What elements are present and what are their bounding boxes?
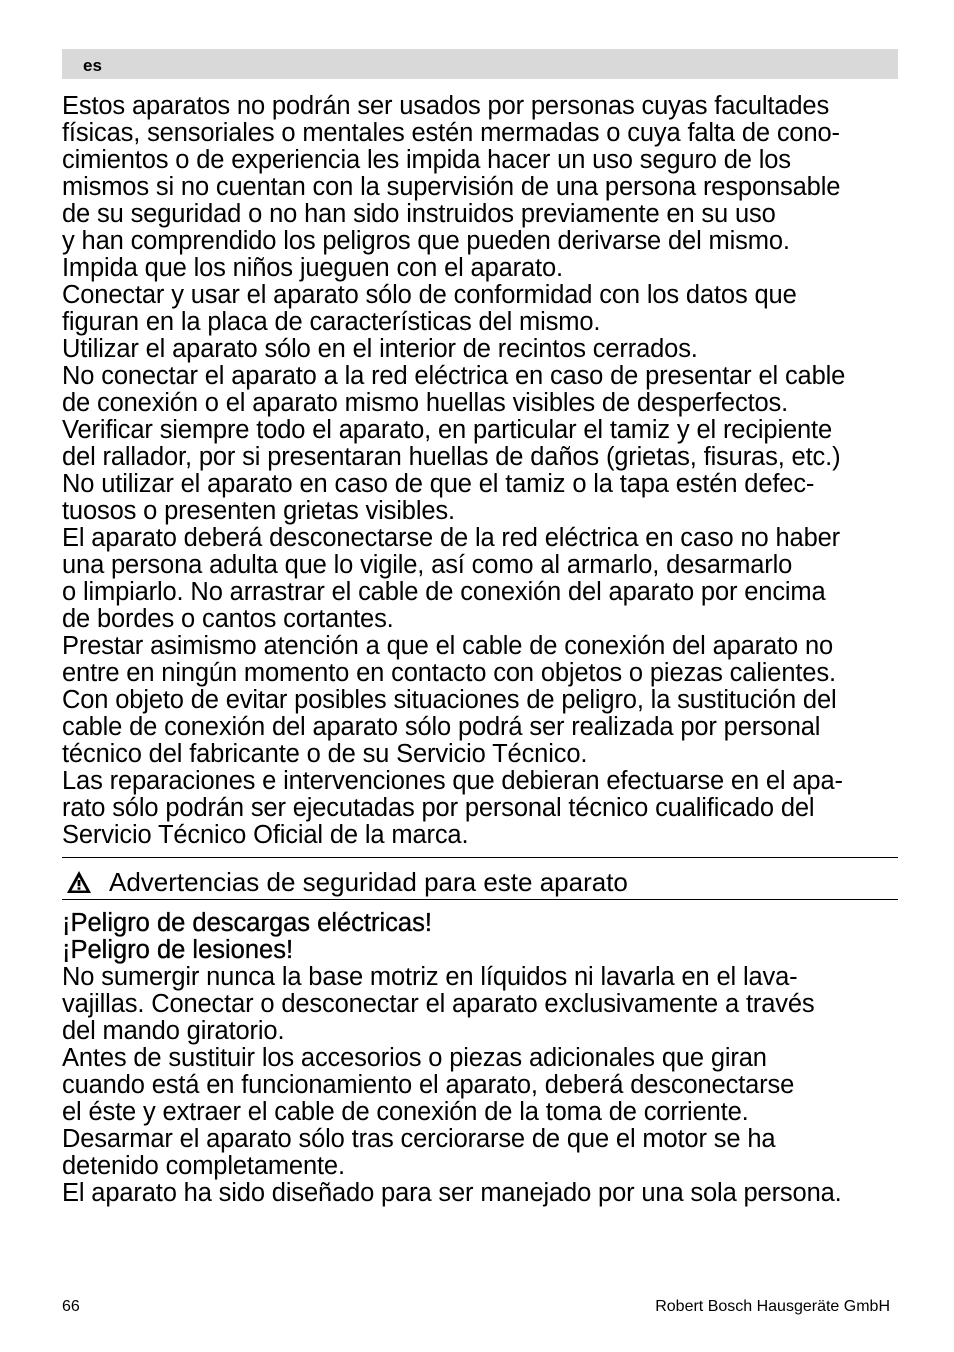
- text-line: una persona adulta que lo vigile, así como al armarlo, desarmarlo: [62, 551, 793, 579]
- text-line: Con objeto de evitar posibles situaciones de peligro, la sustitución del: [62, 686, 837, 714]
- text-line: de bordes o cantos cortantes.: [62, 605, 394, 633]
- text-line: Verificar siempre todo el aparato, en particular el tamiz y el recipiente: [62, 416, 833, 444]
- danger-warnings: [62, 910, 432, 964]
- language-header-bar: [62, 49, 898, 79]
- appliance-safety-text: [62, 964, 898, 1207]
- text-line: del rallador, por si presentaran huellas de daños (grietas, fisuras, etc.): [62, 443, 841, 471]
- text-line: tuosos o presenten grietas visibles.: [62, 497, 455, 525]
- text-line: cimientos o de experiencia les impida hacer un uso seguro de los: [62, 146, 791, 174]
- text-line: técnico del fabricante o de su Servicio Técnico.: [62, 740, 588, 768]
- intro-safety-text: [62, 93, 898, 849]
- text-line: No conectar el aparato a la red eléctrica en caso de presentar el cable: [62, 362, 846, 390]
- language-label: es: [83, 56, 102, 75]
- text-line: No sumergir nunca la base motriz en líquidos ni lavarla en el lava-: [62, 963, 798, 991]
- text-line: Servicio Técnico Oficial de la marca.: [62, 821, 469, 849]
- section-heading: [62, 867, 628, 897]
- warning-triangle-icon: [66, 870, 92, 894]
- text-line: físicas, sensoriales o mentales estén mermadas o cuya falta de cono-: [62, 119, 840, 147]
- text-line: Antes de sustituir los accesorios o piezas adicionales que giran: [62, 1044, 767, 1072]
- text-line: El aparato deberá desconectarse de la red eléctrica en caso no haber: [62, 524, 840, 552]
- text-line: o limpiarlo. No arrastrar el cable de conexión del aparato por encima: [62, 578, 826, 606]
- text-line: rato sólo podrán ser ejecutadas por personal técnico cualificado del: [62, 794, 815, 822]
- page-number: 66: [62, 1298, 80, 1315]
- text-line: cuando está en funcionamiento el aparato, deberá desconectarse: [62, 1071, 795, 1099]
- text-line: Desarmar el aparato sólo tras cerciorarse de que el motor se ha: [62, 1125, 776, 1153]
- text-line: Utilizar el aparato sólo en el interior de recintos cerrados.: [62, 335, 698, 363]
- text-line: cable de conexión del aparato sólo podrá ser realizada por personal: [62, 713, 821, 741]
- text-line: vajillas. Conectar o desconectar el aparato exclusivamente a través: [62, 990, 815, 1018]
- text-line: de su seguridad o no han sido instruidos previamente en su uso: [62, 200, 776, 228]
- text-line: Impida que los niños jueguen con el aparato.: [62, 254, 563, 282]
- text-line: del mando giratorio.: [62, 1017, 285, 1045]
- text-line: Prestar asimismo atención a que el cable de conexión del aparato no: [62, 632, 834, 660]
- publisher-name: Robert Bosch Hausgeräte GmbH: [655, 1298, 890, 1315]
- section-title: Advertencias de seguridad para este aparato: [109, 867, 628, 897]
- text-line: Estos aparatos no podrán ser usados por personas cuyas facultades: [62, 92, 830, 120]
- text-line: el éste y extraer el cable de conexión de la toma de corriente.: [62, 1098, 749, 1126]
- text-line: Conectar y usar el aparato sólo de conformidad con los datos que: [62, 281, 797, 309]
- text-line: El aparato ha sido diseñado para ser manejado por una sola persona.: [62, 1179, 842, 1207]
- text-line: entre en ningún momento en contacto con objetos o piezas calientes.: [62, 659, 836, 687]
- danger-injury: ¡Peligro de lesiones!: [62, 936, 294, 964]
- text-line: detenido completamente.: [62, 1152, 345, 1180]
- text-line: y han comprendido los peligros que pueden derivarse del mismo.: [62, 227, 790, 255]
- danger-electric-shock: ¡Peligro de descargas eléctricas!: [62, 909, 432, 937]
- section-divider-bottom: [62, 899, 898, 900]
- text-line: No utilizar el aparato en caso de que el tamiz o la tapa estén defec-: [62, 470, 815, 498]
- text-line: figuran en la placa de características del mismo.: [62, 308, 601, 336]
- text-line: de conexión o el aparato mismo huellas visibles de desperfectos.: [62, 389, 789, 417]
- section-divider-top: [62, 857, 898, 858]
- text-line: Las reparaciones e intervenciones que debieran efectuarse en el apa-: [62, 767, 843, 795]
- text-line: mismos si no cuentan con la supervisión de una persona responsable: [62, 173, 841, 201]
